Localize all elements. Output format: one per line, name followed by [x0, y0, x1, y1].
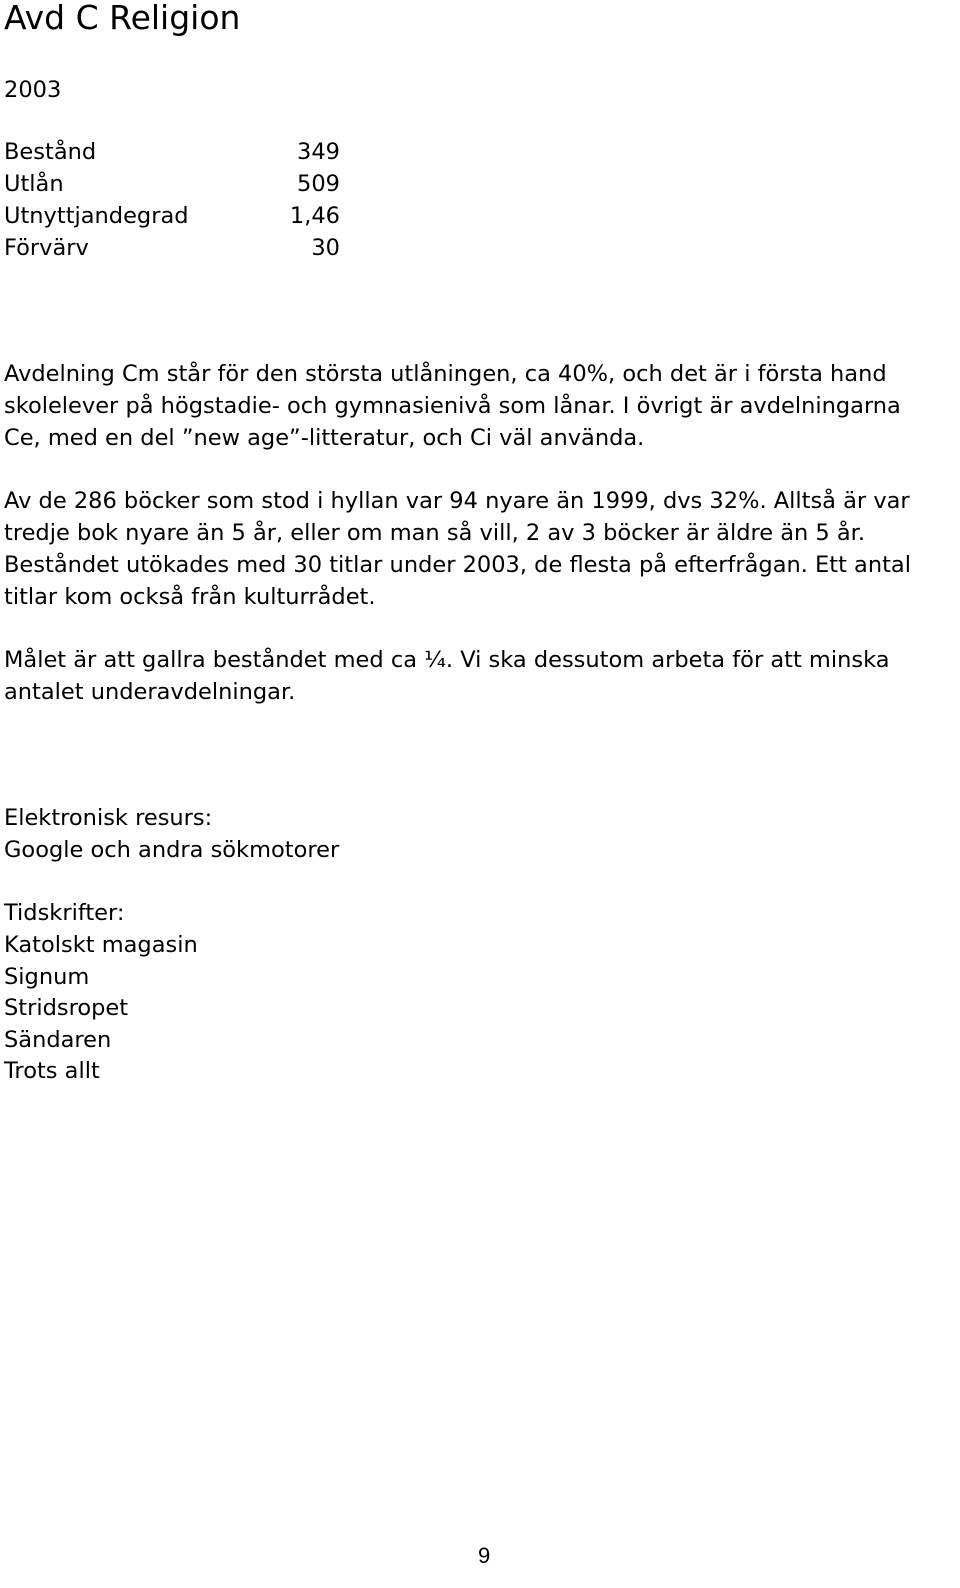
- year-label: 2003: [4, 77, 62, 103]
- paragraph-line: titlar kom också från kulturrådet.: [4, 584, 376, 610]
- journal-item: Katolskt magasin: [4, 932, 198, 958]
- journal-item: Trots allt: [4, 1058, 100, 1084]
- paragraph-line: antalet underavdelningar.: [4, 679, 296, 705]
- stat-label: Förvärv: [4, 235, 89, 261]
- journal-item: Sändaren: [4, 1027, 112, 1053]
- paragraph-line: Av de 286 böcker som stod i hyllan var 94 nyare än 1999, dvs 32%. Alltså är var: [4, 488, 910, 514]
- electronic-resource-heading: Elektronisk resurs:: [4, 805, 213, 831]
- paragraph-collection: [4, 485, 954, 613]
- stat-row: [4, 232, 340, 264]
- stat-value: 1,46: [289, 203, 340, 229]
- stat-value: 349: [297, 139, 340, 165]
- stat-label: Bestånd: [4, 139, 97, 165]
- page-number: 9: [478, 1543, 491, 1568]
- paragraph-line: Ce, med en del ”new age”-litteratur, och Ci väl använda.: [4, 425, 645, 451]
- stat-row: [4, 168, 340, 200]
- stat-label: Utnyttjandegrad: [4, 203, 189, 229]
- journals-heading: Tidskrifter:: [4, 900, 125, 926]
- paragraph-lending: [4, 358, 954, 454]
- electronic-resource-item: Google och andra sökmotorer: [4, 837, 340, 863]
- statistics-table: [4, 136, 340, 264]
- stat-value: 509: [297, 171, 340, 197]
- stat-row: [4, 136, 340, 168]
- paragraph-line: Beståndet utökades med 30 titlar under 2003, de flesta på efterfrågan. Ett antal: [4, 552, 911, 578]
- paragraph-line: Målet är att gallra beståndet med ca ¼. Vi ska dessutom arbeta för att minska: [4, 647, 890, 673]
- stat-label: Utlån: [4, 171, 64, 197]
- page-title: Avd C Religion: [4, 0, 241, 37]
- stat-row: [4, 200, 340, 232]
- paragraph-line: skolelever på högstadie- och gymnasienivå som lånar. I övrigt är avdelningarna: [4, 393, 901, 419]
- stat-value: 30: [311, 235, 340, 261]
- paragraph-line: Avdelning Cm står för den största utlåningen, ca 40%, och det är i första hand: [4, 361, 887, 387]
- journal-item: Signum: [4, 964, 90, 990]
- journal-item: Stridsropet: [4, 995, 129, 1021]
- paragraph-goal: [4, 644, 954, 708]
- paragraph-line: tredje bok nyare än 5 år, eller om man så vill, 2 av 3 böcker är äldre än 5 år.: [4, 520, 866, 546]
